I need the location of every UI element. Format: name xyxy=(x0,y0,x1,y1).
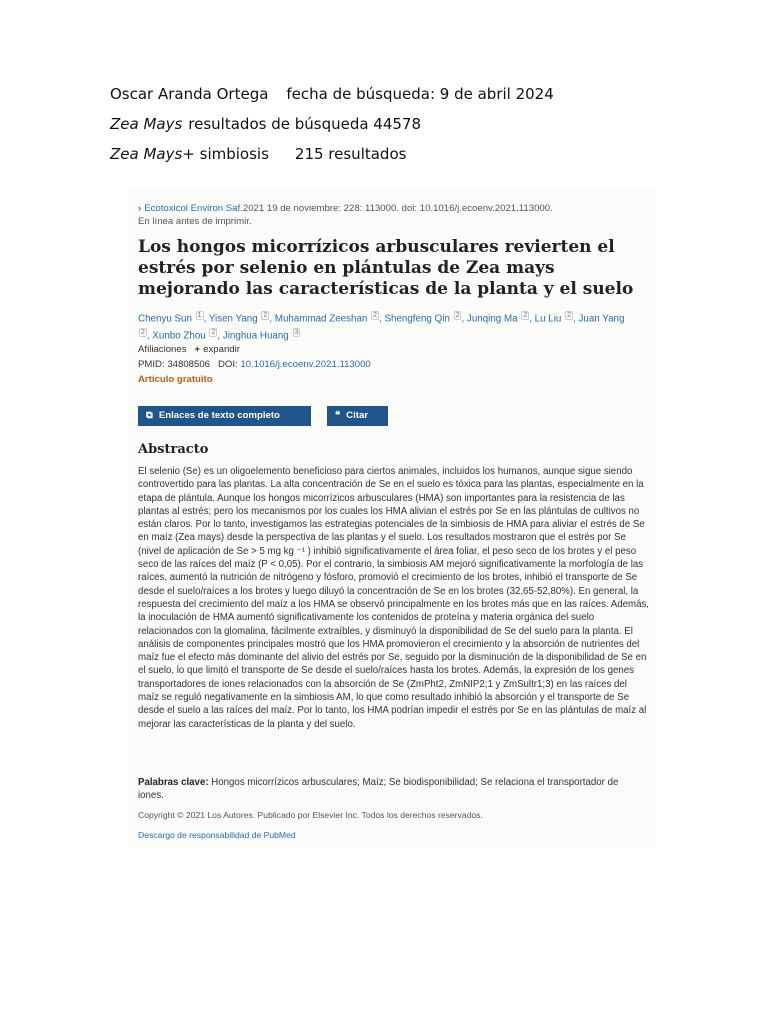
affiliation-marker[interactable]: 2 xyxy=(141,329,145,337)
full-text-links-button[interactable] xyxy=(138,406,311,426)
author-link[interactable]: Chenyu Sun xyxy=(138,313,192,325)
affiliation-marker[interactable]: 2 xyxy=(263,312,268,319)
epub-note: En línea antes de imprimir. xyxy=(138,216,252,227)
doi-label: DOI: xyxy=(218,359,238,370)
journal-link[interactable]: Ecotoxicol Environ Saf. xyxy=(144,203,243,214)
cite-button[interactable] xyxy=(327,406,388,426)
expand-link[interactable]: expandir xyxy=(203,344,240,355)
chevron-right-icon: › xyxy=(138,203,142,214)
author-link[interactable]: Juan Yang xyxy=(578,313,625,325)
header-line-3 xyxy=(110,144,406,164)
identifiers-row xyxy=(138,359,371,370)
author-link[interactable]: Junqing Ma xyxy=(466,313,518,325)
copyright: Copyright © 2021 Los Autores. Publicado por Elsevier Inc. Todos los derechos reservados. xyxy=(138,810,483,820)
species-name: Zea Mays xyxy=(110,115,183,133)
affiliation-marker[interactable]: 2 xyxy=(567,312,572,319)
abstract-heading: Abstracto xyxy=(138,442,209,457)
header-line-1 xyxy=(110,84,554,104)
keywords xyxy=(138,776,638,802)
article-title: Los hongos micorrízicos arbusculares revierten el estrés por selenio en plántulas de Zea mays mejorando las características de la planta y el suelo xyxy=(138,237,634,299)
author-link[interactable]: Shengfeng Qin xyxy=(384,313,450,325)
author-link[interactable]: Jinghua Huang xyxy=(222,330,289,342)
results-count: resultados de búsqueda 44578 xyxy=(188,115,422,133)
keywords-text: Hongos micorrízicos arbusculares; Maíz; Se biodisponibilidad; Se relaciona el transportador de iones. xyxy=(138,777,619,801)
affiliation-marker[interactable]: 2 xyxy=(373,312,377,319)
abstract-body xyxy=(138,465,650,731)
query-suffix: + simbiosis xyxy=(182,145,269,163)
species-name: Zea Mays xyxy=(110,145,183,163)
citation-text: 2021 19 de noviembre: 228: 113000. doi: 10.1016/j.ecoenv.2021.113000. xyxy=(242,203,553,214)
pmid: PMID: 34808506 xyxy=(138,359,210,370)
header-line-2 xyxy=(110,114,421,134)
quote-icon: ❝ xyxy=(335,410,341,421)
affiliation-marker[interactable]: 1 xyxy=(197,312,202,319)
article-screenshot xyxy=(128,190,656,848)
author-name: Oscar Aranda Ortega xyxy=(110,85,269,103)
affiliation-marker[interactable]: 2 xyxy=(455,312,460,319)
author-link[interactable]: Yisen Yang xyxy=(208,313,258,325)
affiliations-row xyxy=(138,344,240,355)
abstract-text: El selenio (Se) es un oligoelemento beneficioso para ciertos animales, incluidos los humanos, aunque sigue siendo controvertido para las plantas. La alta concentración de Se en el suelo es tóxica para las plantas, especialmente en la etapa de plántula. Aunque los hongos micorrízicos arbusculares (HMA) son importantes para la resistencia de las plantas al estrés; pero los mecanismos por los cuales los HMA alivian el estrés por Se en las plántulas de cultivos no están claros. Por lo tanto, investigamos las estrategias potenciales de la simbiosis de HMA para aliviar el estrés de Se en maíz (Zea mays) desde la perspectiva de las plantas y el suelo. Los resultados mostraron que el estrés por Se (nivel de aplicación de Se > 5 mg kg ⁻¹ ) inhibió significativamente el área foliar, el peso seco de los brotes y el peso seco de las raíces del maíz (P < 0,05). Por el contrario, la simbiosis AM mejoró significativamente la morfología de las raíces, aumentó la nutrición de nitrógeno y fósforo, promovió el crecimiento de los brotes, inhibió el transporte de Se desde el suelo/raíces a los brotes y luego diluyó la concentración de Se en los brotes (32,65-52,80%). En general, la respuesta del crecimiento del maíz a los HMA se observó principalmente en los brotes más que en las raíces. Además, la inoculación de HMA aumentó significativamente los contenidos de proteína y materia orgánica del suelo relacionados con la glomalina, fácilmente extraíbles, y disminuyó la disponibilidad de Se del suelo para la planta. El análisis de componentes principales mostró que los HMA promovieron el crecimiento y la absorción de nutrientes del maíz fue el efecto más dominante del alivio del estrés por Se, seguido por la disminución de la disponibilidad de Se en el suelo, lo que limitó el transporte de Se desde el suelo/raíces hasta los brotes. Además, la expresión de los genes transportadores de iones relacionados con la absorción de Se (ZmPht2, ZmNIP2;1 y ZmSultr1;3) en las raíces del maíz se reguló negativamente en la simbiosis AM, lo que como resultado inhibió la absorción y el transporte de Se desde el suelo a las raíces del maíz. Por lo tanto, los HMA podrían impedir el estrés por Se en las plántulas de maíz al mejorar las características de la planta y del suelo. xyxy=(138,466,649,730)
plus-icon[interactable]: + xyxy=(194,344,201,355)
citation-line xyxy=(138,202,648,228)
keywords-label: Palabras clave: xyxy=(138,777,209,788)
pubmed-disclaimer-link[interactable]: Descargo de responsabilidad de PubMed xyxy=(138,830,296,840)
affiliation-marker[interactable]: 2 xyxy=(523,312,528,319)
results-count: 215 resultados xyxy=(294,145,407,163)
cite-label: Citar xyxy=(346,410,369,421)
full-text-label: Enlaces de texto completo xyxy=(158,410,280,421)
affiliation-marker[interactable]: 2 xyxy=(211,329,216,337)
author-link[interactable]: Muhammad Zeeshan xyxy=(274,313,368,325)
doi-link[interactable]: 10.1016/j.ecoenv.2021.113000 xyxy=(240,359,371,370)
free-article-badge: Artículo gratuito xyxy=(138,374,213,385)
author-list: Chenyu Sun $^1$ , Yisen Yang $^2$ , Muhammad Zeeshan $^2$ , Shengfeng Qin $^2$ , Junqing Ma $^2$ , Lu Liu $^2$ , Juan Yang $^2$ , Xunbo Zhou $^2$ , Jinghua Huang $^3$ xyxy=(138,312,625,342)
affiliations-label[interactable]: Afiliaciones xyxy=(138,344,187,355)
affiliation-marker[interactable]: 3 xyxy=(294,329,299,337)
author-link[interactable]: Lu Liu xyxy=(534,313,562,325)
search-date: fecha de búsqueda: 9 de abril 2024 xyxy=(286,85,554,103)
external-link-icon: ⧉ xyxy=(146,410,153,421)
author-link[interactable]: Xunbo Zhou xyxy=(152,330,206,342)
